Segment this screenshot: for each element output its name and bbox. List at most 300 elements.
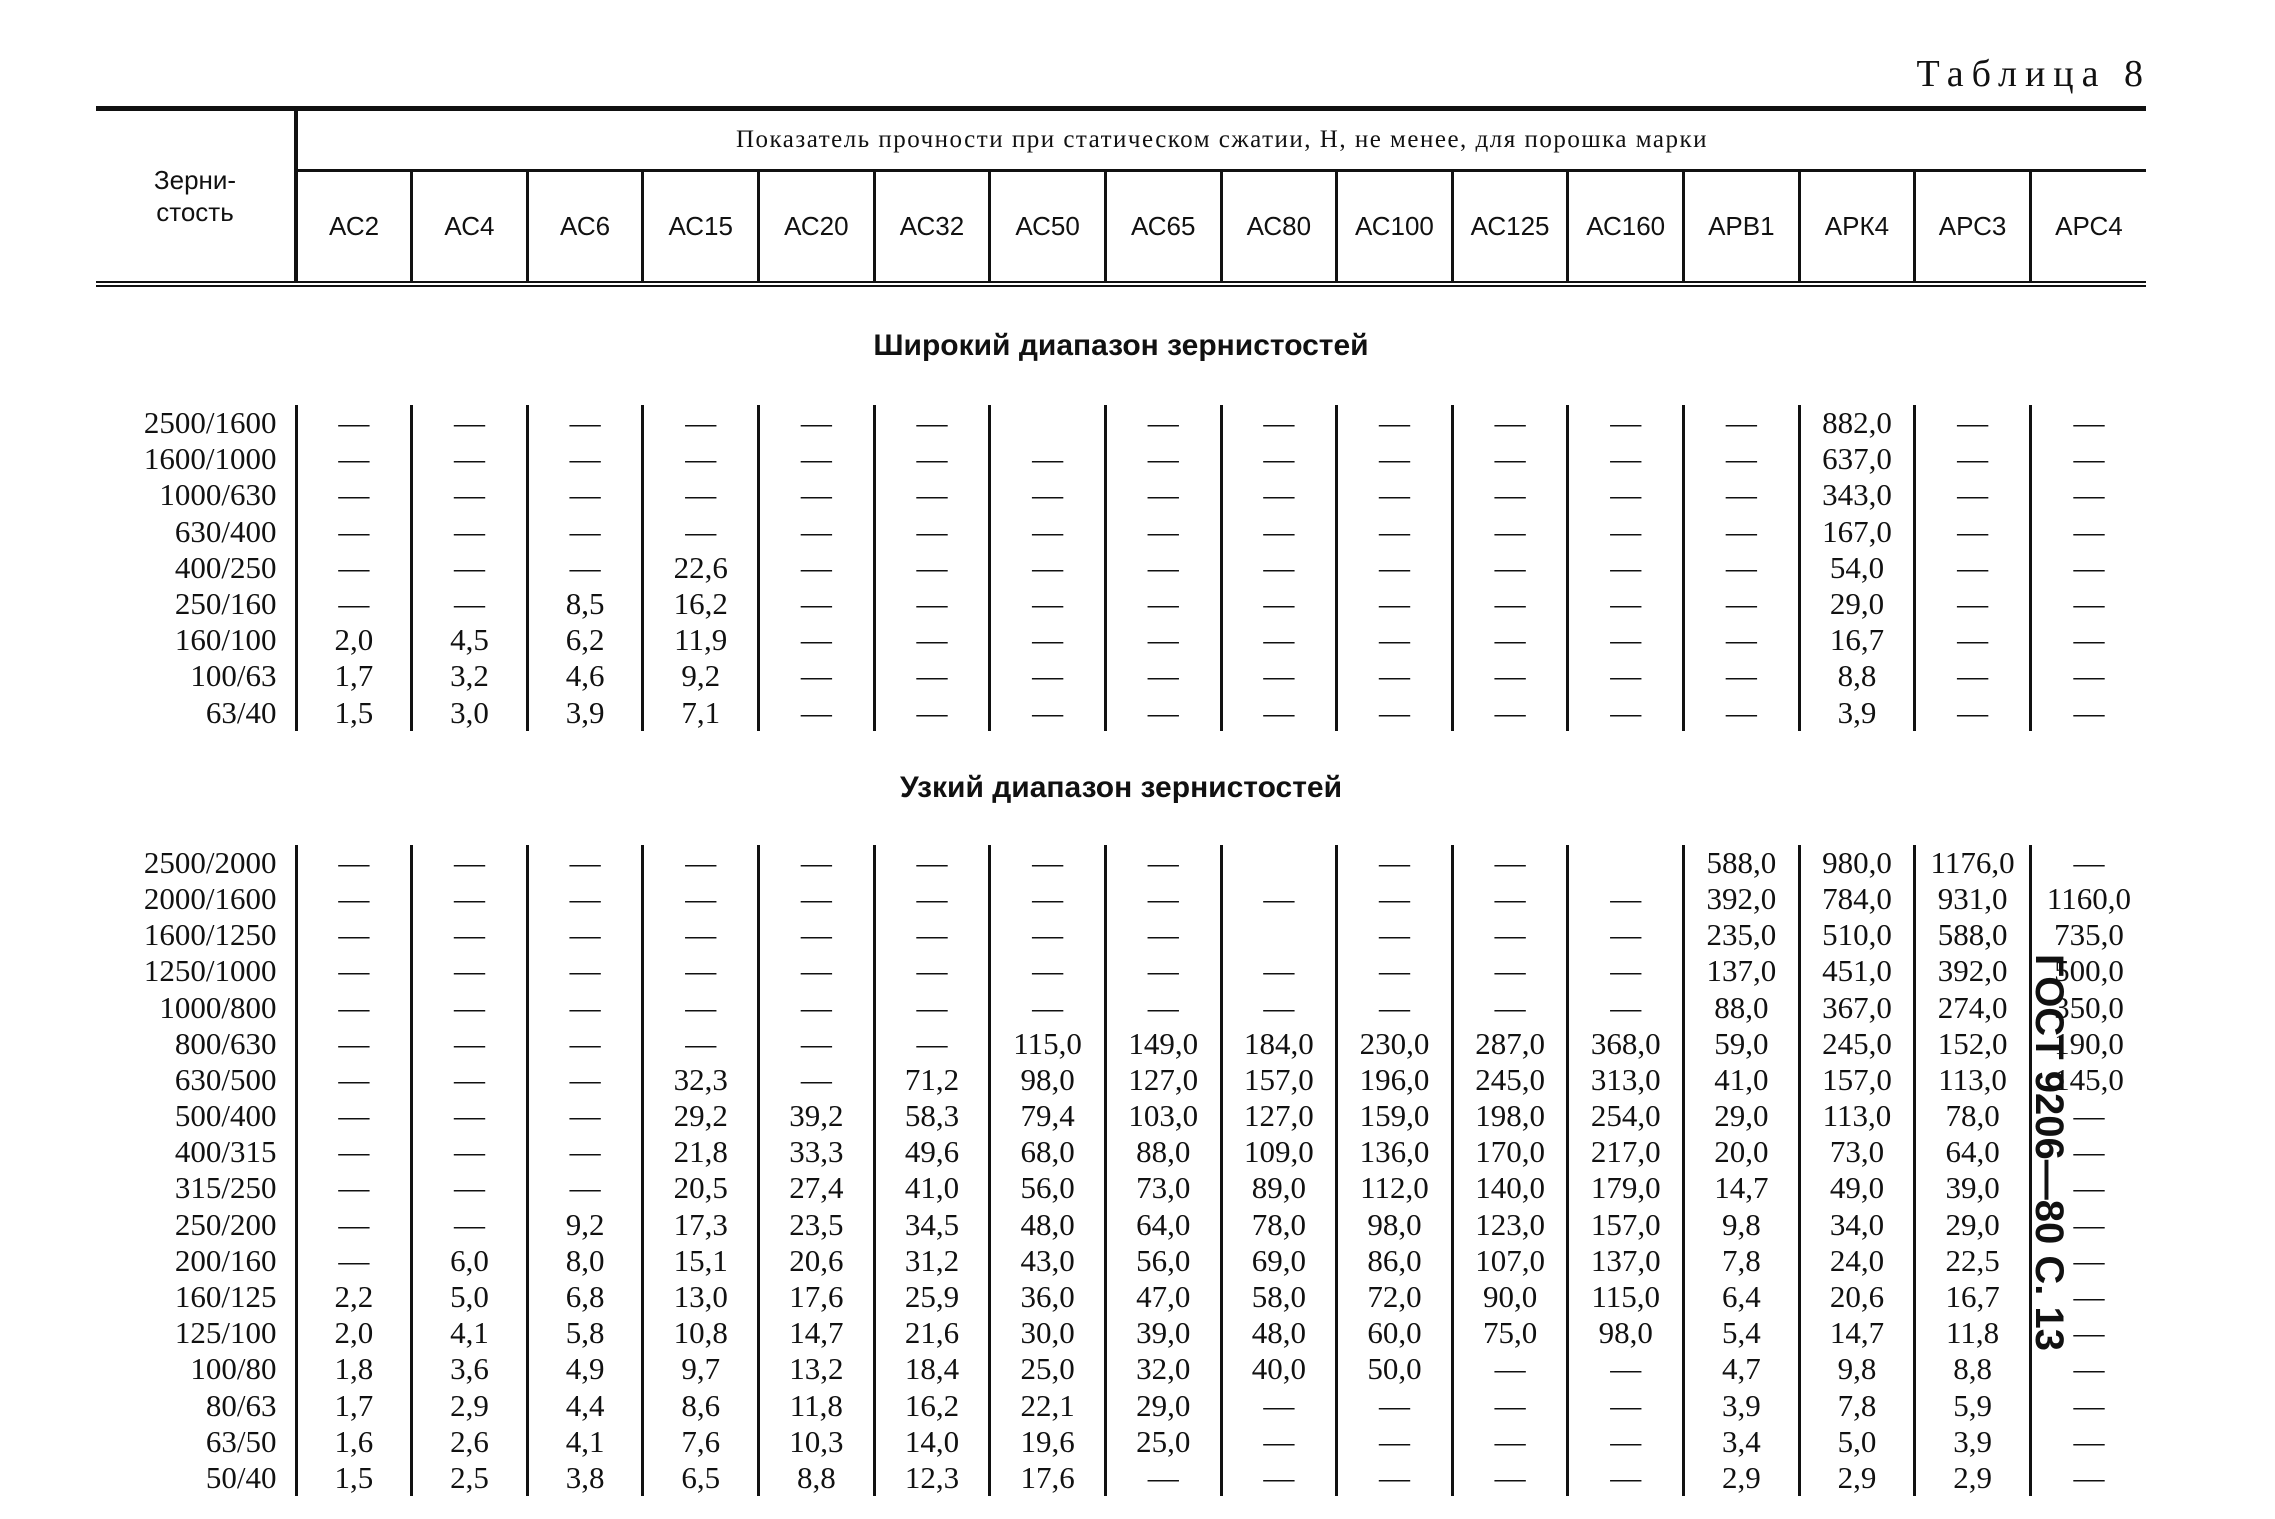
- value-cell: 588,0: [1684, 845, 1800, 881]
- value-cell: —: [874, 550, 990, 586]
- value-cell: —: [1568, 622, 1684, 658]
- value-cell: 5,0: [412, 1279, 528, 1315]
- value-cell: 41,0: [1684, 1062, 1800, 1098]
- value-cell: —: [1337, 405, 1453, 441]
- value-cell: 41,0: [874, 1170, 990, 1206]
- brand-header-cell: АС2: [296, 171, 412, 284]
- value-cell: 39,0: [1915, 1170, 2031, 1206]
- granularity-cell: 200/160: [96, 1243, 296, 1279]
- value-cell: [1221, 917, 1337, 953]
- strength-table: [96, 106, 2146, 1496]
- granularity-cell: 2500/2000: [96, 845, 296, 881]
- granularity-cell: 630/500: [96, 1062, 296, 1098]
- value-cell: 32,0: [1105, 1351, 1221, 1387]
- value-cell: —: [1337, 953, 1453, 989]
- value-cell: 14,7: [1799, 1315, 1915, 1351]
- table-row: [96, 989, 2146, 1025]
- value-cell: 9,7: [643, 1351, 759, 1387]
- value-cell: 254,0: [1568, 1098, 1684, 1134]
- value-cell: —: [1105, 695, 1221, 731]
- value-cell: —: [1452, 658, 1568, 694]
- table-row: [96, 658, 2146, 694]
- value-cell: —: [2073, 1279, 2105, 1315]
- granularity-cell: 50/40: [96, 1460, 296, 1496]
- value-cell: —: [1221, 514, 1337, 550]
- value-cell: 4,4: [527, 1388, 643, 1424]
- value-cell: 3,9: [527, 695, 643, 731]
- value-cell: —: [527, 514, 643, 550]
- value-cell: —: [2073, 844, 2105, 880]
- value-cell: 31,2: [874, 1243, 990, 1279]
- table-row: [96, 845, 2146, 881]
- value-cell: 78,0: [1221, 1207, 1337, 1243]
- table-row: [96, 1170, 2146, 1206]
- value-cell: —: [412, 1026, 528, 1062]
- value-cell: —: [1337, 989, 1453, 1025]
- value-cell: 127,0: [1105, 1062, 1221, 1098]
- value-cell: 15,1: [643, 1243, 759, 1279]
- granularity-cell: 63/50: [96, 1424, 296, 1460]
- value-cell: 198,0: [1452, 1098, 1568, 1134]
- value-cell: —: [412, 1062, 528, 1098]
- value-cell: —: [874, 953, 990, 989]
- table-row: [96, 1279, 2146, 1315]
- value-cell: —: [1915, 514, 2031, 550]
- value-cell: —: [990, 845, 1106, 881]
- value-cell: —: [527, 989, 643, 1025]
- value-cell: 40,0: [1221, 1351, 1337, 1387]
- brand-header-cell: АС80: [1221, 171, 1337, 284]
- value-cell: 48,0: [990, 1207, 1106, 1243]
- value-cell: —: [527, 1062, 643, 1098]
- value-cell: 21,6: [874, 1315, 990, 1351]
- value-cell: —: [1221, 441, 1337, 477]
- value-cell: 25,9: [874, 1279, 990, 1315]
- value-cell: —: [1568, 917, 1684, 953]
- value-cell: —: [2073, 405, 2105, 441]
- table-row: [96, 1424, 2146, 1460]
- value-cell: —: [1337, 586, 1453, 622]
- value-cell: —: [1337, 477, 1453, 513]
- value-cell: —: [1915, 586, 2031, 622]
- value-cell: —: [874, 405, 990, 441]
- value-cell: —: [296, 405, 412, 441]
- value-cell: —: [1452, 477, 1568, 513]
- value-cell: 20,5: [643, 1170, 759, 1206]
- value-cell: 8,0: [527, 1243, 643, 1279]
- value-cell: —: [1221, 1460, 1337, 1496]
- value-cell: 1,7: [296, 658, 412, 694]
- value-cell: 1160,0: [2046, 880, 2131, 916]
- value-cell: 23,5: [759, 1207, 875, 1243]
- value-cell: 56,0: [1105, 1243, 1221, 1279]
- section-title-row: [96, 284, 2146, 405]
- granularity-cell: 1600/1250: [96, 917, 296, 953]
- value-cell: —: [2073, 1098, 2105, 1134]
- value-cell: —: [759, 514, 875, 550]
- value-cell: —: [1105, 1460, 1221, 1496]
- value-cell: —: [1452, 845, 1568, 881]
- value-cell: —: [2073, 622, 2105, 658]
- value-cell: —: [759, 1026, 875, 1062]
- value-cell: 13,0: [643, 1279, 759, 1315]
- value-cell: 89,0: [1221, 1170, 1337, 1206]
- value-cell: [990, 405, 1106, 441]
- value-cell: —: [296, 881, 412, 917]
- granularity-cell: 1250/1000: [96, 953, 296, 989]
- value-cell: —: [1105, 586, 1221, 622]
- granularity-cell: 500/400: [96, 1098, 296, 1134]
- value-cell: —: [296, 586, 412, 622]
- value-cell: 98,0: [1337, 1207, 1453, 1243]
- value-cell: 113,0: [1799, 1098, 1915, 1134]
- value-cell: —: [412, 1134, 528, 1170]
- table-row: [96, 1026, 2146, 1062]
- value-cell: 368,0: [1568, 1026, 1684, 1062]
- value-cell: 103,0: [1105, 1098, 1221, 1134]
- value-cell: 217,0: [1568, 1134, 1684, 1170]
- value-cell: —: [990, 514, 1106, 550]
- value-cell: —: [1568, 989, 1684, 1025]
- value-cell: 313,0: [1568, 1062, 1684, 1098]
- value-cell: 167,0: [1799, 514, 1915, 550]
- value-cell: —: [296, 550, 412, 586]
- value-cell: —: [412, 917, 528, 953]
- granularity-cell: 160/100: [96, 622, 296, 658]
- value-cell: 245,0: [1452, 1062, 1568, 1098]
- value-cell: 4,6: [527, 658, 643, 694]
- table-row: [96, 1243, 2146, 1279]
- value-cell: —: [990, 695, 1106, 731]
- value-cell: 588,0: [1915, 917, 2031, 953]
- value-cell: 500,0: [2054, 953, 2124, 989]
- value-cell: —: [2073, 477, 2105, 513]
- value-cell: 9,2: [527, 1207, 643, 1243]
- brand-header-cell: АС160: [1568, 171, 1684, 284]
- table-row: [96, 405, 2146, 441]
- value-cell: 20,6: [1799, 1279, 1915, 1315]
- value-cell: 735,0: [2054, 917, 2124, 953]
- value-cell: 5,0: [1799, 1424, 1915, 1460]
- value-cell: 2,0: [296, 1315, 412, 1351]
- granularity-cell: 160/125: [96, 1279, 296, 1315]
- value-cell: 109,0: [1221, 1134, 1337, 1170]
- value-cell: 1176,0: [1915, 845, 2031, 881]
- value-cell: —: [1684, 550, 1800, 586]
- value-cell: 157,0: [1799, 1062, 1915, 1098]
- value-cell: —: [1337, 1460, 1453, 1496]
- value-cell: 510,0: [1799, 917, 1915, 953]
- value-cell: 136,0: [1337, 1134, 1453, 1170]
- value-cell: —: [527, 845, 643, 881]
- value-cell: 367,0: [1799, 989, 1915, 1025]
- value-cell: 36,0: [990, 1279, 1106, 1315]
- table-row: [96, 1098, 2146, 1134]
- brand-header-cell: АС50: [990, 171, 1106, 284]
- value-cell: [1221, 845, 1337, 881]
- value-cell: —: [1568, 586, 1684, 622]
- value-cell: 235,0: [1684, 917, 1800, 953]
- value-cell: —: [1105, 989, 1221, 1025]
- table-row: [96, 881, 2146, 917]
- value-cell: —: [1452, 881, 1568, 917]
- value-cell: —: [1568, 550, 1684, 586]
- value-cell: 8,8: [1799, 658, 1915, 694]
- brand-header-cell: АС6: [527, 171, 643, 284]
- brand-header-cell: АС4: [412, 171, 528, 284]
- value-cell: —: [527, 881, 643, 917]
- value-cell: —: [412, 881, 528, 917]
- value-cell: 8,6: [643, 1388, 759, 1424]
- value-cell: 3,9: [1684, 1388, 1800, 1424]
- value-cell: 9,2: [643, 658, 759, 694]
- value-cell: —: [296, 1098, 412, 1134]
- value-cell: —: [1568, 1424, 1684, 1460]
- value-cell: —: [412, 845, 528, 881]
- value-cell: —: [759, 622, 875, 658]
- value-cell: [1568, 845, 1684, 881]
- value-cell: 59,0: [1684, 1026, 1800, 1062]
- brand-header-cell: АС65: [1105, 171, 1221, 284]
- value-cell: 33,3: [759, 1134, 875, 1170]
- value-cell: —: [643, 917, 759, 953]
- value-cell: 4,1: [412, 1315, 528, 1351]
- value-cell: —: [527, 1134, 643, 1170]
- value-cell: 50,0: [1337, 1351, 1453, 1387]
- value-cell: 88,0: [1684, 989, 1800, 1025]
- value-cell: —: [2073, 513, 2105, 549]
- value-cell: —: [1221, 1424, 1337, 1460]
- value-cell: 343,0: [1799, 477, 1915, 513]
- value-cell: —: [1221, 550, 1337, 586]
- value-cell: 49,6: [874, 1134, 990, 1170]
- value-cell: —: [1337, 550, 1453, 586]
- value-cell: 27,4: [759, 1170, 875, 1206]
- value-cell: —: [1915, 658, 2031, 694]
- value-cell: —: [643, 953, 759, 989]
- value-cell: —: [1684, 405, 1800, 441]
- value-cell: 79,4: [990, 1098, 1106, 1134]
- value-cell: 1,8: [296, 1351, 412, 1387]
- value-cell: —: [759, 405, 875, 441]
- value-cell: —: [1105, 405, 1221, 441]
- value-cell: —: [296, 1207, 412, 1243]
- value-cell: —: [296, 953, 412, 989]
- value-cell: —: [1684, 658, 1800, 694]
- value-cell: 149,0: [1105, 1026, 1221, 1062]
- value-cell: —: [2073, 1351, 2105, 1387]
- value-cell: —: [1221, 989, 1337, 1025]
- value-cell: —: [2073, 1170, 2105, 1206]
- value-cell: 5,4: [1684, 1315, 1800, 1351]
- value-cell: 32,3: [643, 1062, 759, 1098]
- table-row: [96, 514, 2146, 550]
- granularity-cell: 250/160: [96, 586, 296, 622]
- value-cell: —: [412, 550, 528, 586]
- value-cell: 287,0: [1452, 1026, 1568, 1062]
- table-row: [96, 586, 2146, 622]
- granularity-cell: 315/250: [96, 1170, 296, 1206]
- value-cell: —: [527, 405, 643, 441]
- value-cell: 6,5: [643, 1460, 759, 1496]
- value-cell: 931,0: [1915, 881, 2031, 917]
- value-cell: —: [759, 1062, 875, 1098]
- value-cell: —: [296, 1026, 412, 1062]
- value-cell: 115,0: [990, 1026, 1106, 1062]
- value-cell: 350,0: [2054, 989, 2124, 1025]
- value-cell: —: [527, 441, 643, 477]
- table-caption: Таблица 8: [1916, 53, 2151, 95]
- value-cell: —: [412, 514, 528, 550]
- value-cell: —: [2073, 658, 2105, 694]
- value-cell: —: [759, 477, 875, 513]
- granularity-cell: 1000/800: [96, 989, 296, 1025]
- value-cell: 140,0: [1452, 1170, 1568, 1206]
- value-cell: 7,1: [643, 695, 759, 731]
- brand-header-cell: АС20: [759, 171, 875, 284]
- value-cell: 113,0: [1915, 1062, 2031, 1098]
- value-cell: —: [1452, 989, 1568, 1025]
- value-cell: —: [412, 953, 528, 989]
- value-cell: 3,0: [412, 695, 528, 731]
- value-cell: —: [874, 917, 990, 953]
- table-row: [96, 1134, 2146, 1170]
- value-cell: —: [527, 1170, 643, 1206]
- value-cell: 6,8: [527, 1279, 643, 1315]
- value-cell: —: [1337, 695, 1453, 731]
- value-cell: 16,7: [1799, 622, 1915, 658]
- value-cell: 22,5: [1915, 1243, 2031, 1279]
- value-cell: 1,5: [296, 1460, 412, 1496]
- value-cell: —: [412, 1098, 528, 1134]
- value-cell: —: [1221, 405, 1337, 441]
- value-cell: 20,6: [759, 1243, 875, 1279]
- table-body: [96, 284, 2146, 1496]
- value-cell: 43,0: [990, 1243, 1106, 1279]
- brand-header-cell: АРК4: [1799, 171, 1915, 284]
- granularity-cell: 400/315: [96, 1134, 296, 1170]
- value-cell: 137,0: [1568, 1243, 1684, 1279]
- value-cell: 2,6: [412, 1424, 528, 1460]
- value-cell: —: [759, 845, 875, 881]
- value-cell: —: [1452, 622, 1568, 658]
- value-cell: —: [759, 953, 875, 989]
- value-cell: —: [643, 881, 759, 917]
- value-cell: —: [1568, 405, 1684, 441]
- value-cell: 2,5: [412, 1460, 528, 1496]
- value-cell: 29,0: [1799, 586, 1915, 622]
- value-cell: 64,0: [1915, 1134, 2031, 1170]
- value-cell: —: [874, 989, 990, 1025]
- value-cell: —: [1105, 622, 1221, 658]
- value-cell: 157,0: [1568, 1207, 1684, 1243]
- value-cell: —: [759, 989, 875, 1025]
- value-cell: —: [990, 586, 1106, 622]
- value-cell: —: [1337, 917, 1453, 953]
- value-cell: 3,2: [412, 658, 528, 694]
- value-cell: 245,0: [1799, 1026, 1915, 1062]
- granularity-cell: 63/40: [96, 695, 296, 731]
- value-cell: 48,0: [1221, 1315, 1337, 1351]
- value-cell: —: [1452, 695, 1568, 731]
- page-side-label: ГОСТ 9206—80 С. 13: [2027, 954, 2072, 1351]
- value-cell: —: [1452, 514, 1568, 550]
- value-cell: —: [296, 1170, 412, 1206]
- value-cell: —: [1221, 658, 1337, 694]
- value-cell: 230,0: [1337, 1026, 1453, 1062]
- value-cell: —: [296, 1243, 412, 1279]
- value-cell: —: [296, 514, 412, 550]
- value-cell: —: [2073, 1459, 2105, 1495]
- value-cell: 4,1: [527, 1424, 643, 1460]
- value-cell: —: [1915, 550, 2031, 586]
- value-cell: 784,0: [1799, 881, 1915, 917]
- value-cell: —: [1915, 441, 2031, 477]
- value-cell: —: [874, 622, 990, 658]
- value-cell: 13,2: [759, 1351, 875, 1387]
- value-cell: —: [990, 989, 1106, 1025]
- value-cell: —: [990, 622, 1106, 658]
- value-cell: —: [412, 405, 528, 441]
- value-cell: —: [990, 441, 1106, 477]
- value-cell: 190,0: [2054, 1025, 2124, 1061]
- value-cell: —: [412, 989, 528, 1025]
- value-cell: 78,0: [1915, 1098, 2031, 1134]
- value-cell: —: [1105, 845, 1221, 881]
- value-cell: —: [1221, 881, 1337, 917]
- value-cell: 69,0: [1221, 1243, 1337, 1279]
- value-cell: 73,0: [1799, 1134, 1915, 1170]
- value-cell: —: [1221, 477, 1337, 513]
- value-cell: 58,0: [1221, 1279, 1337, 1315]
- section-title: Широкий диапазон зернистостей: [873, 329, 1369, 362]
- value-cell: —: [1452, 1460, 1568, 1496]
- value-cell: 7,6: [643, 1424, 759, 1460]
- value-cell: 68,0: [990, 1134, 1106, 1170]
- value-cell: 157,0: [1221, 1062, 1337, 1098]
- value-cell: —: [759, 550, 875, 586]
- value-cell: —: [1105, 550, 1221, 586]
- table-row: [96, 550, 2146, 586]
- value-cell: 98,0: [1568, 1315, 1684, 1351]
- value-cell: 3,6: [412, 1351, 528, 1387]
- value-cell: 184,0: [1221, 1026, 1337, 1062]
- brand-header-cell: АС125: [1452, 171, 1568, 284]
- value-cell: —: [296, 1134, 412, 1170]
- table-row: [96, 953, 2146, 989]
- granularity-cell: 1600/1000: [96, 441, 296, 477]
- value-cell: 5,9: [1915, 1388, 2031, 1424]
- value-cell: —: [296, 989, 412, 1025]
- value-cell: —: [1452, 1351, 1568, 1387]
- value-cell: —: [759, 881, 875, 917]
- value-cell: —: [1105, 514, 1221, 550]
- brand-header-cell: АРС3: [1915, 171, 2031, 284]
- table-row: [96, 917, 2146, 953]
- value-cell: 451,0: [1799, 953, 1915, 989]
- value-cell: —: [2073, 1387, 2105, 1423]
- value-cell: —: [296, 1062, 412, 1098]
- value-cell: —: [1337, 881, 1453, 917]
- value-cell: 86,0: [1337, 1243, 1453, 1279]
- value-cell: 73,0: [1105, 1170, 1221, 1206]
- value-cell: 29,0: [1915, 1207, 2031, 1243]
- value-cell: 88,0: [1105, 1134, 1221, 1170]
- value-cell: 25,0: [1105, 1424, 1221, 1460]
- table-row: [96, 622, 2146, 658]
- value-cell: —: [1337, 622, 1453, 658]
- value-cell: —: [1221, 622, 1337, 658]
